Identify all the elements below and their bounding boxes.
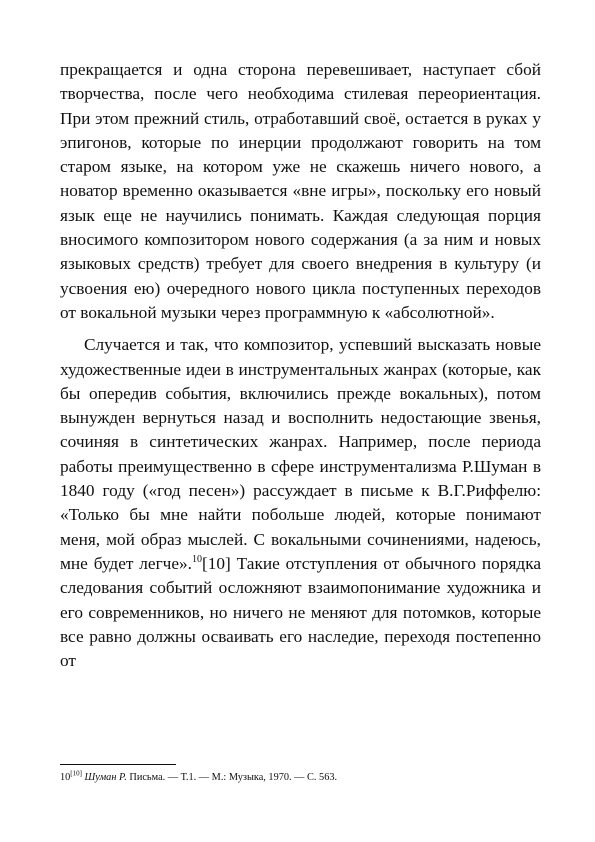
paragraph-2-text-before-ref: Случается и так, что композитор, успевший высказать новые художественные идеи в инструментальных жанрах (которые, как бы опередив события, включились прежде вокальных), потом вынужден вернуться назад и восполнить недостающие звенья, сочиняя в синтетических жанрах. Например, после периода работы преимущественно в сфере инструментализма Р.Шуман в 1840 году («год песен») рассуждает в письме к В.Г.Риффелю: «Только бы мне найти побольше людей, которые понимают меня, мой образ мыслей. С вокальными сочинениями, надеюсь, мне будет легче». xyxy=(60,335,541,573)
paragraph-2-text-after-ref: [10] Такие отступления от обычного порядка следования событий осложняют взаимопонимание художника и его современников, но ничего не меняют для потомков, которые все равно должны осваивать его наследие, переходя постепенно от xyxy=(60,553,541,671)
footnote-number: 10 xyxy=(60,772,71,783)
paragraph-2 xyxy=(60,333,541,673)
footnote xyxy=(60,771,541,784)
footnote-divider xyxy=(60,764,176,765)
paragraph-1: прекращается и одна сторона перевешивает, наступает сбой творчества, после чего необходима стилевая переориентация. При этом прежний стиль, отработавший своё, остается в руках у эпигонов, которые по инерции продолжают говорить на том старом языке, на котором уже не скажешь ничего нового, а новатор временно оказывается «вне игры», поскольку его новый язык еще не научились понимать. Каждая следующая порция вносимого композитором нового содержания (а за ним и новых языковых средств) требует для своего внедрения в культуру (и усвоения ею) очередного нового цикла поступенных переходов от вокальной музыки через программную к «абсолютной». xyxy=(60,60,541,322)
footnote-text: Письма. — Т.1. — М.: Музыка, 1970. — С. 563. xyxy=(126,772,338,783)
footnote-reference[interactable]: 10 xyxy=(192,554,202,566)
footnote-author: Шуман Р. xyxy=(84,772,127,783)
footnote-marker: [10] xyxy=(70,769,82,778)
page-body xyxy=(60,58,541,673)
